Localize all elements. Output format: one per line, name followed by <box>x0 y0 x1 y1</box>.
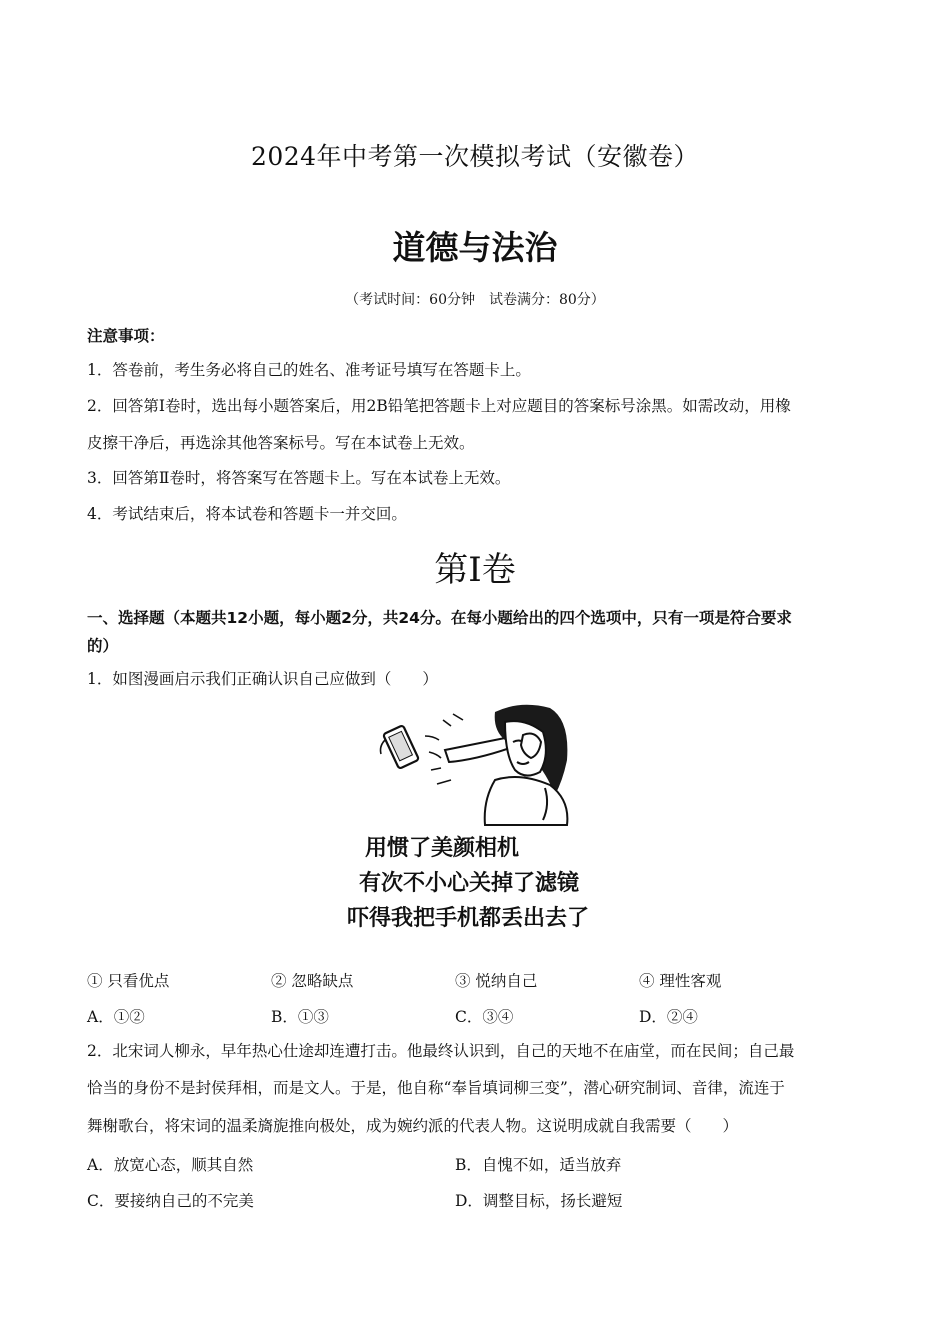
phone-icon <box>383 725 419 769</box>
question-2-stem: 恰当的身份不是封侯拜相，而是文人。于是，他自称“奉旨填词柳三变”，潜心研究制词、音律，流连于 <box>87 1079 785 1097</box>
q1-option-c: C．③④ <box>455 1008 514 1026</box>
q1-option-a: A．①② <box>87 1008 145 1026</box>
subject-title: 道德与法治 <box>392 228 558 267</box>
note-item: 皮擦干净后，再选涂其他答案标号。写在本试卷上无效。 <box>87 434 475 452</box>
comic-caption-line: 用惯了美颜相机 <box>365 836 520 861</box>
question-2-stem: 2．北宋词人柳永，早年热心仕途却连遭打击。他最终认识到，自己的天地不在庙堂，而在民间；自己最 <box>87 1042 795 1060</box>
question-1-stem: 1．如图漫画启示我们正确认识自己应做到（ ） <box>87 670 438 688</box>
q1-statement: ③ 悦纳自己 <box>455 972 538 990</box>
part-instruction: 一、选择题（本题共12小题，每小题2分，共24分。在每小题给出的四个选项中，只有一项是符合要求 <box>87 609 792 627</box>
section-title: 第Ⅰ卷 <box>434 550 516 590</box>
q1-statement: ① 只看优点 <box>87 972 170 990</box>
comic-caption-line: 有次不小心关掉了滤镜 <box>359 871 580 896</box>
comic-image <box>345 700 605 940</box>
q2-option-b: B．自愧不如，适当放弃 <box>455 1156 622 1174</box>
note-item: 3．回答第Ⅱ卷时，将答案写在答题卡上。写在本试卷上无效。 <box>87 469 511 487</box>
exam-title: 2024年中考第一次模拟考试（安徽卷） <box>250 142 700 171</box>
comic-caption-line: 吓得我把手机都丢出去了 <box>347 906 590 931</box>
q1-statement: ④ 理性客观 <box>639 972 722 990</box>
q2-option-c: C．要接纳自己的不完美 <box>87 1192 254 1210</box>
q1-option-b: B．①③ <box>271 1008 329 1026</box>
q2-option-a: A．放宽心态，顺其自然 <box>87 1156 254 1174</box>
q2-option-d: D．调整目标，扬长避短 <box>455 1192 623 1210</box>
exam-info: （考试时间：60分钟 试卷满分：80分） <box>345 292 605 308</box>
notes-heading: 注意事项： <box>87 327 165 345</box>
q1-option-d: D．②④ <box>639 1008 698 1026</box>
part-instruction-cont: 的） <box>87 637 119 655</box>
note-item: 4．考试结束后，将本试卷和答题卡一并交回。 <box>87 505 407 523</box>
question-2-stem: 舞榭歌台，将宋词的温柔旖旎推向极处，成为婉约派的代表人物。这说明成就自我需要（ ） <box>87 1117 739 1135</box>
note-item: 2．回答第Ⅰ卷时，选出每小题答案后，用2B铅笔把答题卡上对应题目的答案标号涂黑。如需改动，用橡 <box>87 397 791 415</box>
note-item: 1．答卷前，考生务必将自己的姓名、准考证号填写在答题卡上。 <box>87 361 531 379</box>
q1-statement: ② 忽略缺点 <box>271 972 354 990</box>
